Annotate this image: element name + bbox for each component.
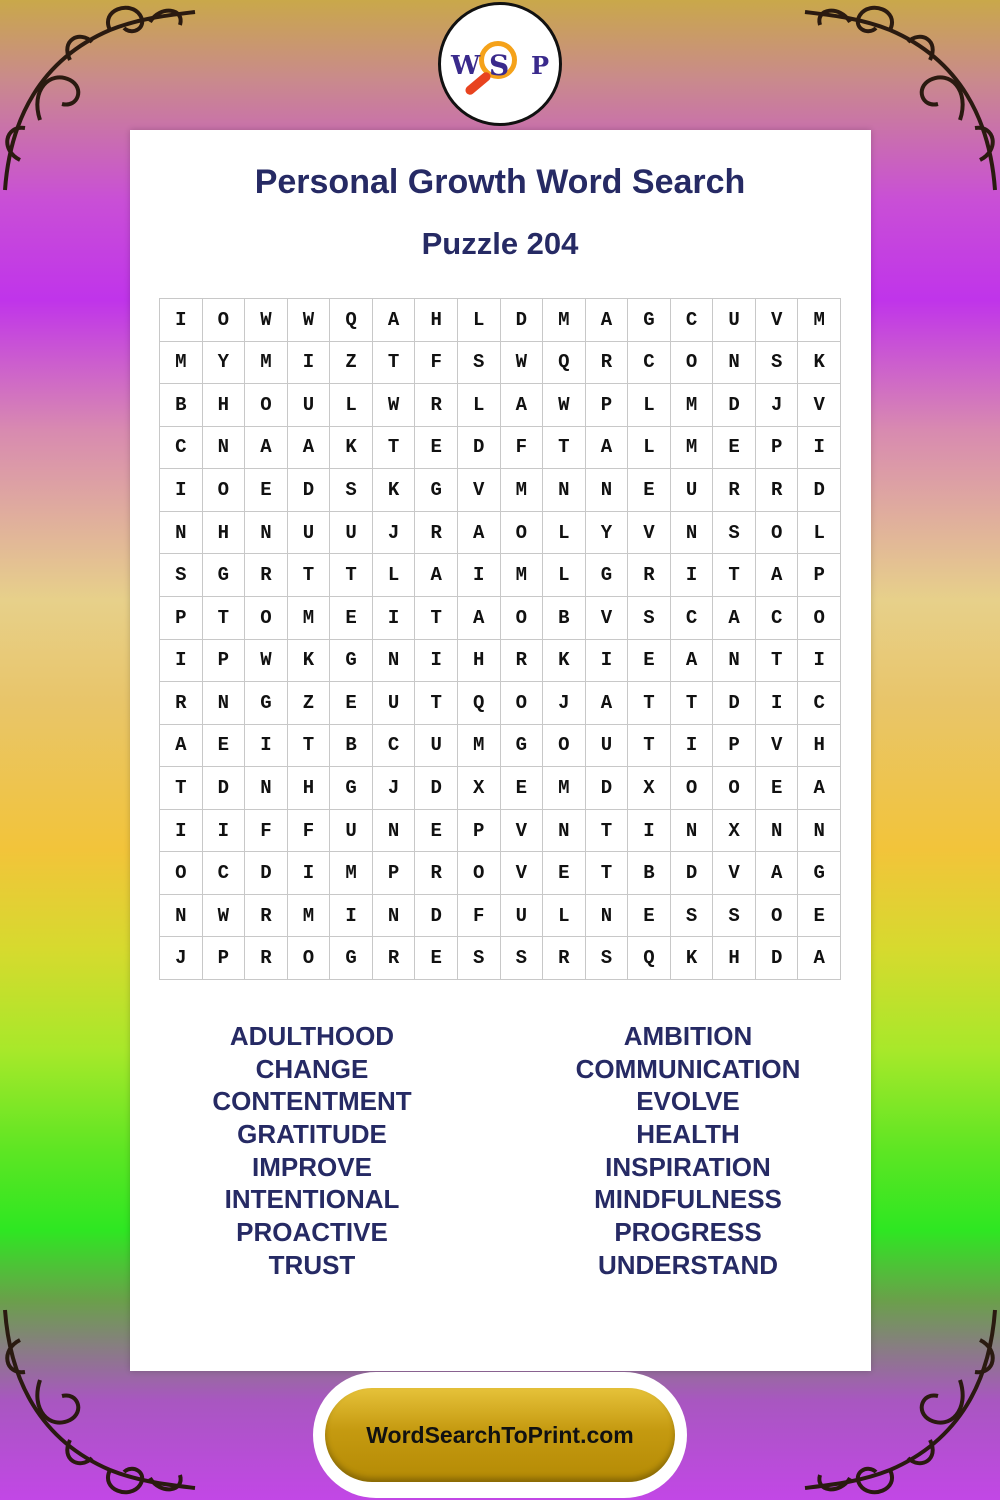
grid-cell[interactable]: D xyxy=(713,384,756,427)
grid-cell[interactable]: I xyxy=(628,810,671,853)
grid-cell[interactable]: V xyxy=(798,384,841,427)
grid-cell[interactable]: Y xyxy=(203,342,246,385)
grid-cell[interactable]: M xyxy=(671,384,714,427)
grid-cell[interactable]: T xyxy=(203,597,246,640)
grid-cell[interactable]: R xyxy=(245,895,288,938)
grid-cell[interactable]: D xyxy=(756,937,799,980)
grid-cell[interactable]: U xyxy=(373,682,416,725)
grid-cell[interactable]: D xyxy=(671,852,714,895)
grid-cell[interactable]: L xyxy=(543,554,586,597)
grid-cell[interactable]: D xyxy=(501,299,544,342)
grid-cell[interactable]: G xyxy=(330,937,373,980)
grid-cell[interactable]: N xyxy=(245,767,288,810)
grid-cell[interactable]: S xyxy=(501,937,544,980)
grid-cell[interactable]: D xyxy=(713,682,756,725)
grid-cell[interactable]: M xyxy=(671,427,714,470)
grid-cell[interactable]: C xyxy=(671,299,714,342)
grid-cell[interactable]: V xyxy=(713,852,756,895)
grid-cell[interactable]: V xyxy=(756,725,799,768)
grid-cell[interactable]: B xyxy=(543,597,586,640)
word-list-item: INTENTIONAL xyxy=(224,1184,400,1215)
grid-cell[interactable]: A xyxy=(373,299,416,342)
grid-cell[interactable]: C xyxy=(756,597,799,640)
grid-cell[interactable]: Q xyxy=(330,299,373,342)
grid-cell[interactable]: U xyxy=(288,384,331,427)
grid-cell[interactable]: I xyxy=(373,597,416,640)
grid-cell[interactable]: E xyxy=(330,597,373,640)
grid-cell[interactable]: G xyxy=(330,640,373,683)
grid-cell[interactable]: N xyxy=(798,810,841,853)
grid-cell[interactable]: L xyxy=(543,895,586,938)
grid-cell[interactable]: L xyxy=(543,512,586,555)
grid-cell[interactable]: I xyxy=(330,895,373,938)
site-link-button[interactable]: WordSearchToPrint.com xyxy=(325,1388,675,1482)
word-list-item: CHANGE xyxy=(255,1053,369,1084)
grid-cell[interactable]: B xyxy=(330,725,373,768)
word-list-right xyxy=(523,1020,853,1282)
logo-letter-s: S xyxy=(489,49,510,82)
grid-cell[interactable]: V xyxy=(628,512,671,555)
grid-cell[interactable]: V xyxy=(756,299,799,342)
grid-cell[interactable]: A xyxy=(458,597,501,640)
word-list-item: UNDERSTAND xyxy=(597,1249,779,1280)
grid-cell[interactable]: E xyxy=(203,725,246,768)
grid-cell[interactable]: P xyxy=(203,937,246,980)
grid-cell[interactable]: N xyxy=(543,810,586,853)
grid-cell[interactable]: H xyxy=(203,512,246,555)
grid-cell[interactable]: Z xyxy=(288,682,331,725)
grid-cell[interactable]: Q xyxy=(458,682,501,725)
grid-cell[interactable]: C xyxy=(373,725,416,768)
grid-cell[interactable]: P xyxy=(713,725,756,768)
grid-cell[interactable]: T xyxy=(330,554,373,597)
grid-cell[interactable]: N xyxy=(586,895,629,938)
grid-cell[interactable]: J xyxy=(373,512,416,555)
grid-cell[interactable]: D xyxy=(288,469,331,512)
grid-cell[interactable]: I xyxy=(798,640,841,683)
grid-cell[interactable]: G xyxy=(415,469,458,512)
grid-cell[interactable]: Z xyxy=(330,342,373,385)
grid-cell[interactable]: I xyxy=(203,810,246,853)
grid-cell[interactable]: O xyxy=(245,384,288,427)
grid-cell[interactable]: A xyxy=(245,427,288,470)
grid-cell[interactable]: W xyxy=(245,640,288,683)
grid-cell[interactable]: S xyxy=(586,937,629,980)
grid-cell[interactable]: O xyxy=(756,895,799,938)
grid-cell[interactable]: P xyxy=(586,384,629,427)
grid-cell[interactable]: R xyxy=(543,937,586,980)
grid-cell[interactable]: K xyxy=(288,640,331,683)
grid-cell[interactable]: R xyxy=(415,512,458,555)
grid-cell[interactable]: H xyxy=(288,767,331,810)
grid-cell[interactable]: A xyxy=(798,767,841,810)
grid-cell[interactable]: M xyxy=(543,767,586,810)
grid-cell[interactable]: N xyxy=(373,895,416,938)
grid-cell[interactable]: K xyxy=(373,469,416,512)
grid-cell[interactable]: I xyxy=(586,640,629,683)
grid-cell[interactable]: W xyxy=(245,299,288,342)
grid-cell[interactable]: G xyxy=(798,852,841,895)
grid-cell[interactable]: D xyxy=(458,427,501,470)
grid-cell[interactable]: C xyxy=(160,427,203,470)
grid-cell[interactable]: I xyxy=(160,469,203,512)
word-list-item: PROACTIVE xyxy=(236,1217,388,1248)
grid-cell[interactable]: K xyxy=(798,342,841,385)
grid-cell[interactable]: L xyxy=(330,384,373,427)
grid-cell[interactable]: W xyxy=(501,342,544,385)
grid-cell[interactable]: E xyxy=(713,427,756,470)
grid-cell[interactable]: N xyxy=(160,512,203,555)
word-list-left xyxy=(147,1020,477,1282)
grid-cell[interactable]: W xyxy=(288,299,331,342)
grid-cell[interactable]: B xyxy=(160,384,203,427)
word-list-item: GRATITUDE xyxy=(237,1119,387,1150)
grid-cell[interactable]: M xyxy=(288,895,331,938)
grid-cell[interactable]: Y xyxy=(586,512,629,555)
grid-cell[interactable]: C xyxy=(628,342,671,385)
grid-cell[interactable]: G xyxy=(586,554,629,597)
grid-cell[interactable]: T xyxy=(415,682,458,725)
footer-badge xyxy=(313,1372,687,1498)
grid-cell[interactable]: X xyxy=(458,767,501,810)
grid-cell[interactable]: C xyxy=(203,852,246,895)
grid-cell[interactable]: F xyxy=(458,895,501,938)
grid-cell[interactable]: E xyxy=(245,469,288,512)
grid-cell[interactable]: A xyxy=(288,427,331,470)
grid-cell[interactable]: V xyxy=(458,469,501,512)
grid-cell[interactable]: E xyxy=(543,852,586,895)
grid-cell[interactable]: N xyxy=(203,427,246,470)
grid-cell[interactable]: R xyxy=(160,682,203,725)
grid-cell[interactable]: D xyxy=(245,852,288,895)
word-list-item: EVOLVE xyxy=(636,1086,740,1117)
grid-cell[interactable]: W xyxy=(373,384,416,427)
grid-cell[interactable]: T xyxy=(586,810,629,853)
grid-cell[interactable]: B xyxy=(628,852,671,895)
grid-cell[interactable]: I xyxy=(756,682,799,725)
grid-cell[interactable]: I xyxy=(160,299,203,342)
grid-cell[interactable]: H xyxy=(713,937,756,980)
grid-cell[interactable]: J xyxy=(543,682,586,725)
grid-cell[interactable]: R xyxy=(245,554,288,597)
grid-cell[interactable]: O xyxy=(756,512,799,555)
grid-cell[interactable]: M xyxy=(160,342,203,385)
logo-letter-w: W xyxy=(451,51,481,81)
grid-cell[interactable]: A xyxy=(415,554,458,597)
grid-cell[interactable]: T xyxy=(628,682,671,725)
grid-cell[interactable]: I xyxy=(458,554,501,597)
word-list-item: TRUST xyxy=(268,1249,356,1280)
grid-cell[interactable]: P xyxy=(458,810,501,853)
grid-cell[interactable]: J xyxy=(756,384,799,427)
grid-cell[interactable]: M xyxy=(458,725,501,768)
grid-cell[interactable]: T xyxy=(713,554,756,597)
grid-cell[interactable]: D xyxy=(586,767,629,810)
grid-cell[interactable]: H xyxy=(203,384,246,427)
grid-cell[interactable]: S xyxy=(671,895,714,938)
grid-cell[interactable]: M xyxy=(245,342,288,385)
grid-cell[interactable]: E xyxy=(756,767,799,810)
grid-cell[interactable]: I xyxy=(415,640,458,683)
grid-cell[interactable]: T xyxy=(415,597,458,640)
grid-cell[interactable]: E xyxy=(628,469,671,512)
grid-cell[interactable]: G xyxy=(501,725,544,768)
grid-cell[interactable]: T xyxy=(288,725,331,768)
grid-cell[interactable]: K xyxy=(543,640,586,683)
grid-cell[interactable]: I xyxy=(671,554,714,597)
grid-cell[interactable]: X xyxy=(713,810,756,853)
grid-cell[interactable]: U xyxy=(501,895,544,938)
grid-cell[interactable]: N xyxy=(373,810,416,853)
word-list-item: MINDFULNESS xyxy=(594,1184,782,1215)
grid-cell[interactable]: K xyxy=(330,427,373,470)
grid-cell[interactable]: N xyxy=(713,342,756,385)
grid-cell[interactable]: V xyxy=(501,852,544,895)
grid-cell[interactable]: D xyxy=(415,767,458,810)
grid-cell[interactable]: A xyxy=(798,937,841,980)
grid-cell[interactable]: O xyxy=(713,767,756,810)
grid-cell[interactable]: N xyxy=(756,810,799,853)
grid-cell[interactable]: O xyxy=(501,512,544,555)
grid-cell[interactable]: A xyxy=(756,852,799,895)
grid-cell[interactable]: F xyxy=(245,810,288,853)
grid-cell[interactable]: A xyxy=(586,427,629,470)
grid-cell[interactable]: D xyxy=(203,767,246,810)
grid-cell[interactable]: T xyxy=(586,852,629,895)
grid-cell[interactable]: M xyxy=(330,852,373,895)
grid-cell[interactable]: U xyxy=(330,810,373,853)
page-title: Personal Growth Word Search xyxy=(254,163,746,201)
grid-cell[interactable]: K xyxy=(671,937,714,980)
grid-cell[interactable]: E xyxy=(415,427,458,470)
grid-cell[interactable]: V xyxy=(501,810,544,853)
grid-cell[interactable]: R xyxy=(628,554,671,597)
grid-cell[interactable]: T xyxy=(628,725,671,768)
grid-cell[interactable]: M xyxy=(288,597,331,640)
grid-cell[interactable]: O xyxy=(203,299,246,342)
grid-cell[interactable]: G xyxy=(330,767,373,810)
grid-cell[interactable]: O xyxy=(245,597,288,640)
grid-cell[interactable]: O xyxy=(671,342,714,385)
grid-cell[interactable]: P xyxy=(203,640,246,683)
puzzle-number: Puzzle 204 xyxy=(421,226,579,261)
grid-cell[interactable]: G xyxy=(245,682,288,725)
grid-cell[interactable]: L xyxy=(628,427,671,470)
grid-cell[interactable]: S xyxy=(458,937,501,980)
grid-cell[interactable]: O xyxy=(501,597,544,640)
word-list-item: CONTENTMENT xyxy=(212,1086,412,1117)
grid-cell[interactable]: X xyxy=(628,767,671,810)
grid-cell[interactable]: W xyxy=(543,384,586,427)
grid-cell[interactable]: R xyxy=(713,469,756,512)
grid-cell[interactable]: I xyxy=(160,640,203,683)
grid-cell[interactable]: U xyxy=(586,725,629,768)
grid-cell[interactable]: E xyxy=(628,895,671,938)
grid-cell[interactable]: R xyxy=(373,937,416,980)
grid-cell[interactable]: P xyxy=(160,597,203,640)
grid-cell[interactable]: M xyxy=(501,469,544,512)
grid-cell[interactable]: P xyxy=(373,852,416,895)
grid-cell[interactable]: I xyxy=(798,427,841,470)
grid-cell[interactable]: L xyxy=(373,554,416,597)
grid-cell[interactable]: S xyxy=(458,342,501,385)
grid-cell[interactable]: J xyxy=(160,937,203,980)
grid-cell[interactable]: A xyxy=(756,554,799,597)
grid-cell[interactable]: H xyxy=(415,299,458,342)
grid-cell[interactable]: A xyxy=(501,384,544,427)
word-list-item: ADULTHOOD xyxy=(229,1021,395,1051)
grid-cell[interactable]: H xyxy=(458,640,501,683)
grid-cell[interactable]: A xyxy=(160,725,203,768)
grid-cell[interactable]: G xyxy=(203,554,246,597)
grid-cell[interactable]: Q xyxy=(543,342,586,385)
grid-cell[interactable]: C xyxy=(798,682,841,725)
grid-cell[interactable]: N xyxy=(671,512,714,555)
grid-cell[interactable]: O xyxy=(798,597,841,640)
grid-cell[interactable]: O xyxy=(288,937,331,980)
grid-cell[interactable]: L xyxy=(458,299,501,342)
grid-cell[interactable]: N xyxy=(203,682,246,725)
grid-cell[interactable]: S xyxy=(628,597,671,640)
grid-cell[interactable]: D xyxy=(415,895,458,938)
grid-cell[interactable]: O xyxy=(671,767,714,810)
grid-cell[interactable]: T xyxy=(373,427,416,470)
grid-cell[interactable]: N xyxy=(373,640,416,683)
grid-cell[interactable]: L xyxy=(628,384,671,427)
grid-cell[interactable]: O xyxy=(203,469,246,512)
grid-cell[interactable]: E xyxy=(798,895,841,938)
grid-cell[interactable]: M xyxy=(501,554,544,597)
grid-cell[interactable]: M xyxy=(543,299,586,342)
grid-cell[interactable]: C xyxy=(671,597,714,640)
grid-cell[interactable]: N xyxy=(586,469,629,512)
grid-cell[interactable]: E xyxy=(501,767,544,810)
grid-cell[interactable]: U xyxy=(330,512,373,555)
logo-letter-p: P xyxy=(531,51,550,80)
grid-cell[interactable]: R xyxy=(501,640,544,683)
grid-cell[interactable]: E xyxy=(330,682,373,725)
grid-cell[interactable]: U xyxy=(288,512,331,555)
grid-cell[interactable]: E xyxy=(628,640,671,683)
grid-cell[interactable]: O xyxy=(501,682,544,725)
grid-cell[interactable]: T xyxy=(756,640,799,683)
grid-cell[interactable]: N xyxy=(671,810,714,853)
grid-cell[interactable]: G xyxy=(628,299,671,342)
grid-cell[interactable]: L xyxy=(458,384,501,427)
grid-cell[interactable]: I xyxy=(288,342,331,385)
grid-cell[interactable]: F xyxy=(415,342,458,385)
grid-cell[interactable]: N xyxy=(245,512,288,555)
grid-cell[interactable]: E xyxy=(415,937,458,980)
grid-cell[interactable]: I xyxy=(671,725,714,768)
grid-cell[interactable]: P xyxy=(756,427,799,470)
site-logo[interactable] xyxy=(438,2,562,126)
grid-cell[interactable]: A xyxy=(586,682,629,725)
grid-cell[interactable]: E xyxy=(415,810,458,853)
grid-cell[interactable]: T xyxy=(160,767,203,810)
word-list-item: AMBITION xyxy=(623,1021,753,1051)
grid-cell[interactable]: R xyxy=(586,342,629,385)
grid-cell[interactable]: Q xyxy=(628,937,671,980)
grid-cell[interactable]: R xyxy=(415,384,458,427)
grid-cell[interactable]: W xyxy=(203,895,246,938)
word-list-item: HEALTH xyxy=(636,1119,740,1150)
grid-cell[interactable]: O xyxy=(543,725,586,768)
grid-cell[interactable]: T xyxy=(373,342,416,385)
grid-cell[interactable]: R xyxy=(245,937,288,980)
grid-cell[interactable]: O xyxy=(458,852,501,895)
word-list-item: PROGRESS xyxy=(614,1217,762,1248)
grid-cell[interactable]: T xyxy=(288,554,331,597)
grid-cell[interactable]: S xyxy=(713,512,756,555)
grid-cell[interactable]: U xyxy=(415,725,458,768)
grid-cell[interactable]: N xyxy=(713,640,756,683)
grid-cell[interactable]: S xyxy=(756,342,799,385)
grid-cell[interactable]: F xyxy=(501,427,544,470)
grid-cell[interactable]: N xyxy=(160,895,203,938)
grid-cell[interactable]: S xyxy=(713,895,756,938)
grid-cell[interactable]: R xyxy=(415,852,458,895)
grid-cell[interactable]: I xyxy=(160,810,203,853)
grid-cell[interactable]: U xyxy=(671,469,714,512)
grid-cell[interactable]: P xyxy=(798,554,841,597)
grid-cell[interactable]: A xyxy=(671,640,714,683)
grid-cell[interactable]: J xyxy=(373,767,416,810)
grid-cell[interactable]: D xyxy=(798,469,841,512)
grid-cell[interactable]: U xyxy=(713,299,756,342)
grid-cell[interactable]: N xyxy=(543,469,586,512)
grid-cell[interactable]: R xyxy=(756,469,799,512)
grid-cell[interactable]: M xyxy=(798,299,841,342)
grid-cell[interactable]: O xyxy=(160,852,203,895)
grid-cell[interactable]: V xyxy=(586,597,629,640)
grid-cell[interactable]: T xyxy=(671,682,714,725)
grid-cell[interactable]: L xyxy=(798,512,841,555)
grid-cell[interactable]: I xyxy=(288,852,331,895)
word-list-item: IMPROVE xyxy=(252,1151,372,1182)
word-list-item: INSPIRATION xyxy=(605,1151,771,1182)
grid-cell[interactable]: F xyxy=(288,810,331,853)
grid-cell[interactable]: I xyxy=(245,725,288,768)
grid-cell[interactable]: S xyxy=(330,469,373,512)
grid-cell[interactable]: A xyxy=(713,597,756,640)
grid-cell[interactable]: A xyxy=(458,512,501,555)
grid-cell[interactable]: A xyxy=(586,299,629,342)
grid-cell[interactable]: S xyxy=(160,554,203,597)
word-list-item: COMMUNICATION xyxy=(575,1053,801,1084)
grid-cell[interactable]: T xyxy=(543,427,586,470)
grid-cell[interactable]: H xyxy=(798,725,841,768)
letter-grid[interactable] xyxy=(159,298,841,980)
